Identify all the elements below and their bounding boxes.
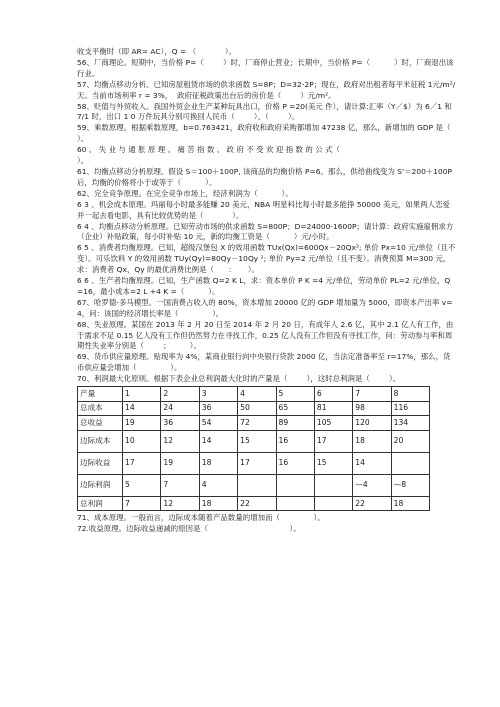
table-cell: 4	[238, 387, 276, 402]
question-text: 69、货币供应量原理。贴现率为 4%，某商业银行向中央银行贷款 2000 亿，当法定准备率至 r=17%，那么，货币供应量会增加（ ）。	[77, 352, 451, 373]
table-row	[78, 387, 430, 402]
table-cell: 18	[353, 430, 391, 452]
table-cell: 18	[391, 496, 429, 511]
table-row	[78, 416, 430, 431]
table-cell: 81	[314, 401, 352, 416]
question-text: 62、完全竞争原理。在完全竞争市场上，经济利润为（ ）。	[77, 188, 293, 198]
table-cell	[314, 474, 352, 496]
question-text: 61、均衡点移动分析原理。假设 S＝100＋100P, 该商品的均衡价格 P=6。那么，供给曲线变为 S'＝200＋100P 后，均衡的价格将小于或等于（ ）。	[77, 166, 455, 187]
table-cell: 54	[199, 416, 237, 431]
table-cell	[314, 496, 352, 511]
row-label: 边际成本	[78, 430, 123, 452]
table-cell: 16	[276, 430, 314, 452]
table-cell: 22	[238, 496, 276, 511]
table-cell: 65	[276, 401, 314, 416]
question-text: 收支平衡时（即 AR= AC），Q = （ ）。	[77, 47, 237, 56]
table-cell: 12	[161, 430, 199, 452]
table-cell: 7	[353, 387, 391, 402]
table-cell: 20	[391, 430, 429, 452]
question-text: 70、利润最大化原则。根据下表企业总利润最大化时的产量是（ ），这时总利润是（ ）。	[77, 374, 401, 384]
question-list	[77, 47, 480, 385]
table-cell: 7	[161, 474, 199, 496]
table-cell: 24	[161, 401, 199, 416]
table-row	[78, 474, 430, 496]
question-text: 71、成本原理。一般而言，边际成本随着产品数量的增加而（ ）。	[77, 513, 325, 523]
table-cell: 19	[161, 452, 199, 474]
table-cell	[238, 474, 276, 496]
row-label: 总收益	[78, 416, 123, 431]
profit-table	[77, 386, 430, 511]
table-cell: 19	[123, 416, 161, 431]
table-cell: 116	[391, 401, 429, 416]
table-cell: 17	[123, 452, 161, 474]
table-cell: 7	[123, 496, 161, 511]
table-cell: 134	[391, 416, 429, 431]
table-cell: 15	[238, 430, 276, 452]
table-cell: 17	[238, 452, 276, 474]
table-row	[78, 452, 430, 474]
row-label: 总成本	[78, 401, 123, 416]
table-cell: 36	[161, 416, 199, 431]
table-cell: 6	[314, 387, 352, 402]
table-cell: 89	[276, 416, 314, 431]
table-cell: —8	[391, 474, 429, 496]
question-text: 6 4 、均衡点移动分析原理。已知劳动市场的供求函数 S=800P；D=24000-1600P；请计算：政府实施雇佣求方（企业）补贴政策，每小时补贴 10 元，新的均衡工资是（ ）元/小时。	[77, 221, 454, 242]
question-text: 58、贬值与外贸收入。我国外贸企业生产某种玩具出口，价格 P =20(美元 件），请计算:汇率（Y／$）为 6／1 和 7/1 时，出口 1 0 万件玩具分别可换回人民币（ ）、（ ）。	[77, 101, 455, 122]
table-cell	[276, 474, 314, 496]
question-text: 59、乘数原理。根据乘数原理，b=0.763421，政府收和政府采购都增加 47238 亿，那么，新增加的 GDP 是（ ）。	[77, 123, 480, 144]
table-cell: 12	[161, 496, 199, 511]
table-cell: 14	[199, 430, 237, 452]
question-text: 6 6 、生产者均衡原理。已知，生产函数 Q=2 K L，求：资本单价 P K =4 元/单位，劳动单价 PL=2 元/单位，Q=16，最小成本=2 L +4 K =（ ）。	[77, 276, 451, 296]
table-cell: 120	[353, 416, 391, 431]
question-text: 67、哈罗德-多马模型。一国消费占收入的 80%，资本增加 20000 亿的 GDP 增加量为 5000，即资本产出率 v=4，问：该国的经济增长率是（ ）。	[77, 297, 453, 318]
table-cell: 3	[199, 387, 237, 402]
table-cell: 16	[276, 452, 314, 474]
row-label: 产量	[78, 387, 123, 402]
row-label: 边际利润	[78, 474, 123, 496]
question-text: 72.收益原理。边际收益递减的原因是（ ）。	[77, 524, 301, 534]
table-cell: 22	[353, 496, 391, 511]
table-cell: 14	[353, 452, 391, 474]
question-text: 68、失业原理。某国在 2013 年 2 月 20 日至 2014 年 2 月 20 日，有成年人 2.6 亿，其中 2.1 亿人有工作，由于需求不足 0.15 亿人没有工作但仍然努力在寻找工作，0.25 亿人没有工作但没有寻找工作，问：劳动参与率和周期性失业率分别是（ ； ）。	[77, 319, 454, 351]
table-cell: 17	[314, 430, 352, 452]
question-text: 6 5 、消费者均衡原理。已知，超级汉堡包 X 的效用函数 TUx(Qx)=600Qx－20Qx²; 单价 Px=10 元/单位（且不变）。可乐饮料 Y 的效用函数 TUy(Qy)=80Qy－10Qy ²; 单价 Py=2 元/单位（且不变）。消费预算 M=300 元，求：消费者 Qx、Qy 的最优消费比例是（ ： ）。	[77, 243, 456, 275]
table-row	[78, 496, 430, 511]
row-label: 总利润	[78, 496, 123, 511]
table-cell: 8	[391, 387, 429, 402]
question-text: 56、厂商理论。短期中，当价格 P=（ ）时，厂商停止营业；长期中，当价格 P=（ ）时，厂商退出该行业。	[77, 57, 454, 78]
table-cell: 2	[161, 387, 199, 402]
table-cell: 10	[123, 430, 161, 452]
table-cell: 1	[123, 387, 161, 402]
table-cell	[276, 496, 314, 511]
table-cell: 15	[314, 452, 352, 474]
table-cell: 5	[123, 474, 161, 496]
table-row	[78, 401, 430, 416]
question-text: 57、均衡点移动分析。已知房屋租赁市场的供求函数 S=8P；D=32-2P；现在，政府对出租者每平米征税 1元/m²/天。当前市场利率 r = 3%， 政府征税政策出台后的房价是（ ）元/m²。	[77, 79, 456, 100]
table-cell	[391, 452, 429, 474]
table-cell: 72	[238, 416, 276, 431]
table-cell: 18	[199, 496, 237, 511]
table-cell: 105	[314, 416, 352, 431]
table-cell: 4	[199, 474, 237, 496]
table-cell: 5	[276, 387, 314, 402]
question-text: 60 、 失 业 与 通 胀 原 理 。 痛 苦 指 数 、 政 府 不 受 欢 迎 指 数 的 公 式（ ）。	[77, 145, 465, 166]
table-cell: 36	[199, 401, 237, 416]
table-cell: 14	[123, 401, 161, 416]
row-label: 边际收益	[78, 452, 123, 474]
question-text: 6 3 、机会成本原理。玛丽每小时最多能赚 20 美元，NBA 明星科比每小时最多能挣 50000 美元，如果两人恋爱并一起去看电影，具有比较优势的是（ ）。	[77, 199, 450, 220]
table-cell: —4	[353, 474, 391, 496]
table-cell: 18	[199, 452, 237, 474]
table-cell: 50	[238, 401, 276, 416]
table-cell: 98	[353, 401, 391, 416]
question-list-tail	[77, 513, 456, 535]
table-row	[78, 430, 430, 452]
